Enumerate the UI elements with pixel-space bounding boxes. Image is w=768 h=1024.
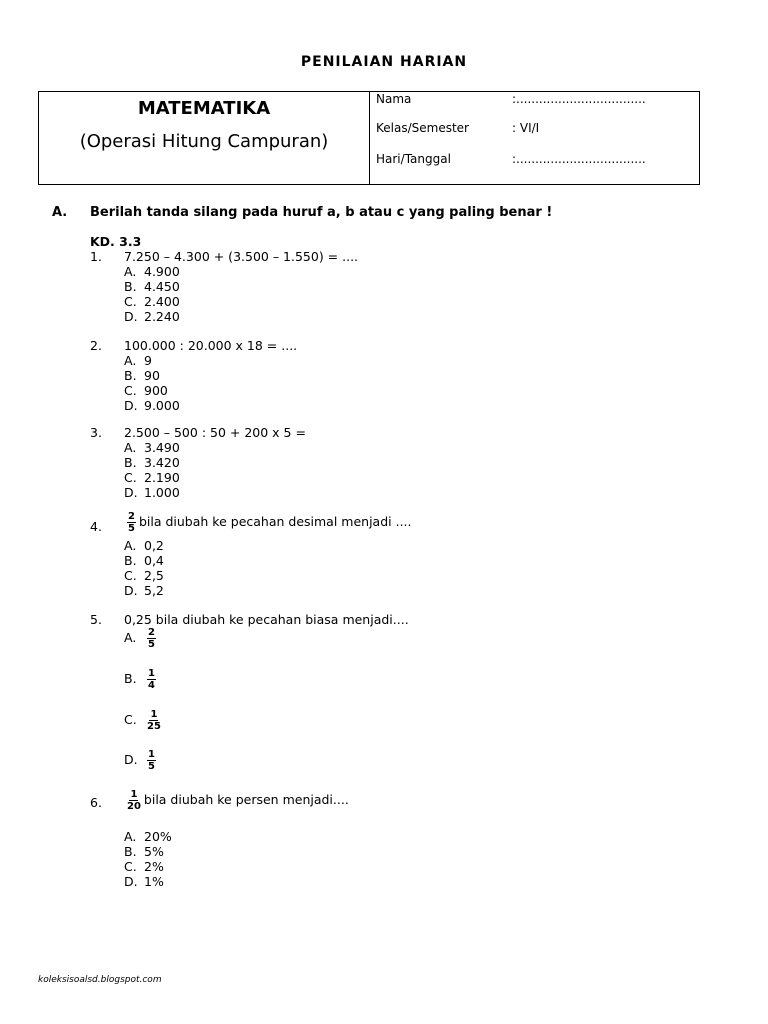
option-d: D. 1% [124, 874, 164, 889]
option-b: B. 5% [124, 844, 164, 859]
option-c: C. $\frac{1}{25}$ [124, 709, 161, 732]
question-number: 2. [90, 338, 102, 353]
option-b: B. $\frac{1}{4}$ [124, 668, 155, 691]
question-number: 4. [90, 519, 102, 534]
subject-cell [39, 92, 370, 184]
option-c: C. 2,5 [124, 568, 164, 583]
section-instruction [52, 205, 552, 220]
question-number: 3. [90, 425, 102, 440]
option-c: C. 2.190 [124, 470, 180, 485]
field-nama [376, 92, 691, 108]
subject-title: MATEMATIKA [137, 98, 271, 119]
option-a: A. 20% [124, 829, 172, 844]
question-text: $\frac{1}{20}$ bila diubah ke persen menjadi.... [127, 789, 349, 812]
option-b: B. 0,4 [124, 553, 164, 568]
option-a: A. $\frac{2}{5}$ [124, 627, 155, 650]
fraction: $\frac{1}{25}$ [147, 709, 161, 732]
field-kelas-semester [376, 121, 691, 137]
field-value: :.................................. [512, 92, 646, 106]
option-a: A. 0,2 [124, 538, 164, 553]
section-letter: A. [52, 205, 68, 220]
topic-subtitle: (Operasi Hitung Campuran) [79, 131, 329, 152]
fraction: $\frac{2}{5}$ [128, 511, 135, 534]
option-b: B. 90 [124, 368, 160, 383]
option-c: C. 2.400 [124, 294, 180, 309]
instruction-text: Berilah tanda silang pada huruf a, b atau c yang paling benar ! [90, 205, 553, 220]
option-a: A. 9 [124, 353, 152, 368]
fraction: $\frac{1}{20}$ [127, 789, 141, 812]
option-d: D. 1.000 [124, 485, 180, 500]
question-number: 1. [90, 249, 102, 264]
option-a: A. 4.900 [124, 264, 180, 279]
option-d: D. 2.240 [124, 309, 180, 324]
fraction: $\frac{1}{4}$ [148, 668, 155, 691]
option-b: B. 4.450 [124, 279, 180, 294]
header-table [38, 91, 700, 185]
question-text: 100.000 : 20.000 x 18 = .... [124, 338, 298, 353]
footer-source: koleksisoalsd.blogspot.com [38, 975, 162, 985]
question-text: 2.500 – 500 : 50 + 200 x 5 = [124, 425, 306, 440]
option-a: A. 3.490 [124, 440, 180, 455]
question-number: 6. [90, 795, 102, 810]
field-label: Kelas/Semester [376, 121, 469, 135]
fraction: $\frac{1}{5}$ [148, 749, 155, 772]
question-text: 7.250 – 4.300 + (3.500 – 1.550) = .... [124, 249, 359, 264]
field-hari-tanggal [376, 152, 691, 168]
field-value: :.................................. [512, 152, 646, 166]
option-d: D. 5,2 [124, 583, 164, 598]
field-label: Hari/Tanggal [376, 152, 451, 166]
kd-label: KD. 3.3 [90, 234, 142, 249]
student-info-cell [370, 92, 699, 184]
option-d: D. $\frac{1}{5}$ [124, 749, 155, 772]
field-label: Nama [376, 92, 412, 106]
question-number: 5. [90, 612, 102, 627]
question-text: $\frac{2}{5}$ bila diubah ke pecahan desimal menjadi .... [128, 511, 412, 534]
option-d: D. 9.000 [124, 398, 180, 413]
fraction: $\frac{2}{5}$ [148, 627, 155, 650]
option-b: B. 3.420 [124, 455, 180, 470]
page-title: PENILAIAN HARIAN [300, 54, 468, 70]
field-value: : VI/I [512, 121, 540, 135]
question-text: 0,25 bila diubah ke pecahan biasa menjadi.... [124, 612, 409, 627]
option-c: C. 900 [124, 383, 168, 398]
option-c: C. 2% [124, 859, 164, 874]
